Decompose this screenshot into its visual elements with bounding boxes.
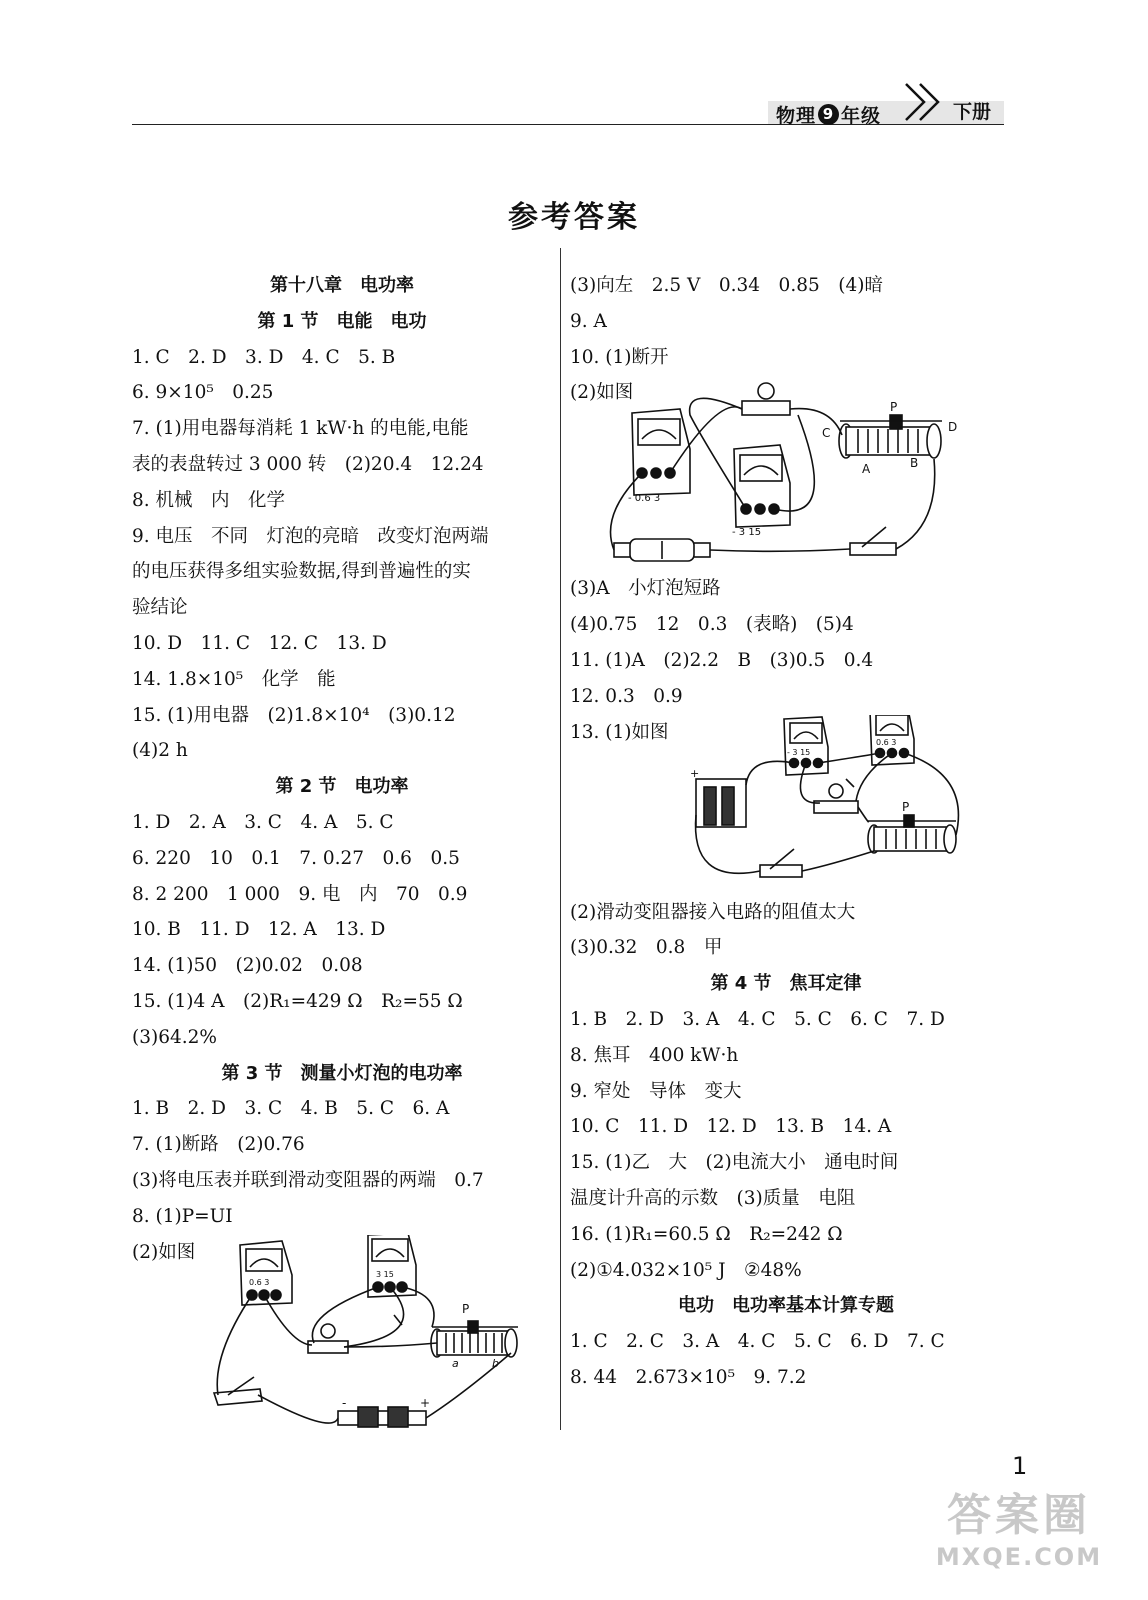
answer-line: 9. A [570,310,607,332]
header-volume: 下册 [952,101,991,123]
voltmeter-scale-label: - 3 15 [732,527,762,539]
meter-icon-2 [870,715,914,765]
battery-icon [338,1396,430,1427]
meter-icon-1 [784,717,828,775]
answer-line: 8. 机械 内 化学 [132,489,286,511]
lamp-icon [742,383,790,415]
answer-line: (4)0.75 12 0.3 (表略) (5)4 [570,614,854,636]
grade-suffix: 年级 [841,105,882,127]
answer-line: 的电压获得多组实验数据,得到普遍性的实 [132,561,471,583]
watermark-url: MXQE.COM [935,1543,1103,1571]
answer-line: 1. C 2. D 3. D 4. C 5. B [132,346,396,368]
answer-line: 12. 0.3 0.9 [570,685,683,707]
terminal-a-label: a [452,1356,459,1370]
section-heading: 第 4 节 焦耳定律 [710,973,862,995]
battery-minus-label: - [342,1395,347,1410]
voltmeter-scale-label: 3 15 [376,1269,394,1279]
answer-line: 15. (1)用电器 (2)1.8×10⁴ (3)0.12 [132,704,456,726]
answer-line: 9. 窄处 导体 变大 [570,1080,742,1102]
battery-plus-label: + [690,766,700,780]
answer-line: 表的表盘转过 3 000 转 (2)20.4 12.24 [132,453,484,475]
answer-line: (4)2 h [132,740,188,762]
circuit-diagram [570,715,1002,895]
answer-line: 10. D 11. C 12. C 13. D [132,632,387,654]
battery-plus-label: + [420,1395,431,1410]
answer-line: 16. (1)R₁=60.5 Ω R₂=242 Ω [570,1223,843,1245]
answer-line: 8. 44 2.673×10⁵ 9. 7.2 [570,1366,807,1388]
ammeter-scale-label: 0.6 3 [249,1277,270,1287]
answer-line: 7. (1)用电器每消耗 1 kW·h 的电能,电能 [132,418,469,440]
battery-icon [690,767,746,827]
answer-line: 1. B 2. D 3. A 4. C 5. C 6. C 7. D [570,1008,945,1030]
circuit-figure-right-1 [570,375,1002,571]
page-number: 1 [1012,1452,1028,1480]
answer-line: 8. (1)P=UI [132,1205,233,1227]
terminal-d-label: D [948,420,958,435]
circuit-diagram [570,375,1002,571]
figure-label: (2)如图 [570,382,634,404]
column-divider [560,248,561,1430]
answer-line: 验结论 [132,597,188,619]
answer-line: 14. (1)50 (2)0.02 0.08 [132,955,363,977]
right-column [570,268,1002,1396]
watermark [914,1490,1124,1572]
figure-label: 13. (1)如图 [570,721,669,743]
rheostat-icon [431,1302,518,1370]
left-column [132,268,552,1431]
answer-line: (2)滑动变阻器接入电路的阻值太大 [570,901,856,923]
terminal-c-label: C [822,426,831,441]
answer-line: 8. 2 200 1 000 9. 电 内 70 0.9 [132,883,468,905]
answer-line: (3)0.32 0.8 甲 [570,937,723,959]
answer-line: 15. (1)4 A (2)R₁=429 Ω R₂=55 Ω [132,990,463,1012]
answer-line: 温度计升高的示数 (3)质量 电阻 [570,1187,856,1209]
answer-line: (2)①4.032×10⁵ J ②48% [570,1259,802,1281]
figure-label: (2)如图 [132,1241,196,1263]
rheostat-icon [822,400,957,476]
switch-icon [850,527,896,555]
subject-label: 物理 [776,105,817,127]
header-subject [776,101,881,128]
section-heading: 第 1 节 电能 电功 [257,310,427,332]
answer-line: 8. 焦耳 400 kW·h [570,1044,739,1066]
answer-line: 6. 220 10 0.1 7. 0.27 0.6 0.5 [132,847,460,869]
voltmeter-icon [732,445,790,538]
terminal-b-label: B [910,456,919,471]
answer-line: 10. (1)断开 [570,346,669,368]
section-heading: 第 2 节 电功率 [275,776,409,798]
terminal-a-label: A [862,462,871,477]
circuit-figure-left [132,1235,552,1431]
switch-icon [214,1377,262,1405]
slider-label: P [462,1301,470,1316]
answer-line: 1. C 2. C 3. A 4. C 5. C 6. D 7. C [570,1331,945,1353]
slider-label: P [890,400,898,415]
answer-line: (3)64.2% [132,1026,217,1048]
slider-label: P [902,799,910,814]
page-title: 参考答案 [508,200,640,235]
answer-line: (3)A 小灯泡短路 [570,578,721,600]
circuit-diagram [132,1235,552,1431]
circuit-figure-right-2 [570,715,1002,895]
rheostat-icon [868,800,956,853]
answer-line: (3)将电压表并联到滑动变阻器的两端 0.7 [132,1169,484,1191]
battery-icon [614,539,710,561]
answer-line: 7. (1)断路 (2)0.76 [132,1134,305,1156]
meter-scale-label: 0.6 3 [876,737,897,747]
ammeter-scale-label: - 0.6 3 [628,493,661,505]
answer-line: 15. (1)乙 大 (2)电流大小 通电时间 [570,1152,899,1174]
lamp-icon [814,784,858,813]
answer-line: 9. 电压 不同 灯泡的亮暗 改变灯泡两端 [132,525,489,547]
meter-scale-label: - 3 15 [787,747,811,757]
chapter-heading: 第十八章 电功率 [270,275,414,296]
answer-line: (3)向左 2.5 V 0.34 0.85 (4)暗 [570,275,883,296]
terminal-b-label: b [492,1356,499,1370]
answer-line: 6. 9×10⁵ 0.25 [132,382,274,404]
section-heading: 第 3 节 测量小灯泡的电功率 [221,1062,463,1084]
section-heading: 电功 电功率基本计算专题 [678,1295,894,1317]
answer-line: 14. 1.8×10⁵ 化学 能 [132,668,336,690]
grade-badge: 9 [818,104,839,125]
switch-icon [760,849,802,877]
watermark-logo: 答案圈 [947,1490,1091,1541]
answer-line: 1. D 2. A 3. C 4. A 5. C [132,811,394,833]
ammeter-icon [240,1241,292,1305]
answer-line: 10. C 11. D 12. D 13. B 14. A [570,1116,892,1138]
answer-line: 10. B 11. D 12. A 13. D [132,919,386,941]
answer-line: 1. B 2. D 3. C 4. B 5. C 6. A [132,1098,450,1120]
answer-line: 11. (1)A (2)2.2 B (3)0.5 0.4 [570,649,874,671]
